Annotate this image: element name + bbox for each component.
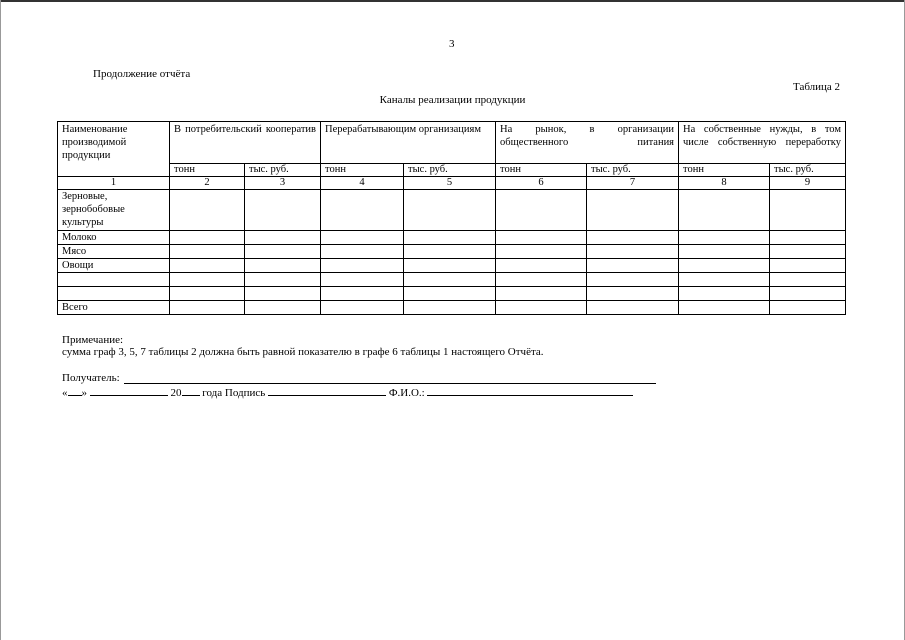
data-cell[interactable] (404, 273, 496, 287)
data-cell[interactable] (321, 259, 404, 273)
data-cell[interactable] (170, 231, 245, 245)
header-market-text: На рынок, в организации общественного питания (500, 124, 675, 148)
column-number: 4 (321, 177, 404, 190)
unit-cell: тонн (321, 164, 404, 177)
header-row (58, 122, 846, 164)
header-market (496, 122, 679, 164)
row-label: Молоко (58, 231, 170, 245)
data-cell[interactable] (587, 231, 679, 245)
data-cell[interactable] (770, 245, 846, 259)
data-cell[interactable] (245, 259, 321, 273)
table-row (58, 190, 846, 231)
data-cell[interactable] (496, 231, 587, 245)
units-row (58, 164, 846, 177)
data-cell[interactable] (679, 273, 770, 287)
data-cell[interactable] (170, 287, 245, 301)
table-caption: Таблица 2 (793, 81, 841, 93)
row-label (58, 287, 170, 301)
page-number: 3 (449, 38, 455, 50)
data-cell[interactable] (321, 245, 404, 259)
sign-label: Подпись (224, 387, 266, 399)
data-cell[interactable] (404, 259, 496, 273)
data-cell[interactable] (679, 287, 770, 301)
note-text: сумма граф 3, 5, 7 таблицы 2 должна быть равной показателю в графе 6 таблицы 1 настоящего Отчёта. (62, 346, 544, 358)
data-cell[interactable] (496, 301, 587, 315)
data-cell[interactable] (170, 301, 245, 315)
unit-cell: тонн (496, 164, 587, 177)
data-cell[interactable] (245, 287, 321, 301)
header-own-needs (679, 122, 846, 164)
fio-label: Ф.И.О.: (388, 387, 425, 399)
data-cell[interactable] (170, 190, 245, 231)
row-label: Зерновые, зернобобовые культуры (58, 190, 170, 231)
data-cell[interactable] (170, 245, 245, 259)
data-cell[interactable] (679, 190, 770, 231)
column-number: 8 (679, 177, 770, 190)
header-own-needs-text: На собственные нужды, в том числе собственную переработку (683, 124, 842, 148)
data-cell[interactable] (245, 245, 321, 259)
column-number: 1 (58, 177, 170, 190)
continuation-label: Продолжение отчёта (93, 68, 191, 80)
unit-cell: тыс. руб. (770, 164, 846, 177)
month-field[interactable] (90, 385, 168, 396)
signature-field[interactable] (268, 385, 386, 396)
signature-row (62, 385, 633, 399)
column-number: 3 (245, 177, 321, 190)
header-cooperative (170, 122, 321, 164)
data-cell[interactable] (679, 301, 770, 315)
data-cell[interactable] (321, 301, 404, 315)
data-cell[interactable] (587, 259, 679, 273)
data-cell[interactable] (770, 259, 846, 273)
unit-cell: тонн (679, 164, 770, 177)
data-cell[interactable] (770, 190, 846, 231)
year-field[interactable] (182, 385, 200, 396)
data-cell[interactable] (496, 259, 587, 273)
note-title: Примечание: (62, 334, 124, 346)
column-number: 5 (404, 177, 496, 190)
close-quote: » (81, 387, 87, 399)
day-field[interactable] (68, 385, 82, 396)
data-cell[interactable] (245, 231, 321, 245)
data-cell[interactable] (321, 190, 404, 231)
year-prefix: 20 (170, 387, 182, 399)
table-row (58, 259, 846, 273)
column-number: 6 (496, 177, 587, 190)
data-cell[interactable] (404, 301, 496, 315)
data-cell[interactable] (587, 301, 679, 315)
recipient-label: Получатель: (62, 372, 120, 384)
data-cell[interactable] (404, 190, 496, 231)
scan-top-edge (0, 0, 905, 2)
data-cell[interactable] (321, 273, 404, 287)
sales-channels-table (57, 121, 846, 315)
row-label: Мясо (58, 245, 170, 259)
year-suffix: года (202, 387, 223, 399)
unit-cell: тыс. руб. (587, 164, 679, 177)
data-cell[interactable] (770, 231, 846, 245)
table-title: Каналы реализации продукции (379, 94, 526, 106)
data-cell[interactable] (245, 301, 321, 315)
row-label (58, 273, 170, 287)
column-number: 7 (587, 177, 679, 190)
data-cell[interactable] (679, 259, 770, 273)
data-cell[interactable] (679, 245, 770, 259)
unit-cell: тыс. руб. (245, 164, 321, 177)
data-cell[interactable] (587, 245, 679, 259)
data-cell[interactable] (770, 301, 846, 315)
data-cell[interactable] (587, 287, 679, 301)
data-cell[interactable] (404, 245, 496, 259)
data-cell[interactable] (404, 287, 496, 301)
data-cell[interactable] (245, 190, 321, 231)
data-cell[interactable] (496, 287, 587, 301)
table-row-total (58, 301, 846, 315)
column-number: 2 (170, 177, 245, 190)
table-row (58, 287, 846, 301)
row-label: Овощи (58, 259, 170, 273)
header-cooperative-text: В потребительский кооператив (174, 124, 317, 135)
data-cell[interactable] (679, 231, 770, 245)
unit-cell: тонн (170, 164, 245, 177)
data-cell[interactable] (496, 190, 587, 231)
table-row (58, 273, 846, 287)
table-row (58, 245, 846, 259)
column-number: 9 (770, 177, 846, 190)
data-cell[interactable] (170, 273, 245, 287)
data-cell[interactable] (587, 273, 679, 287)
data-cell[interactable] (170, 259, 245, 273)
recipient-field[interactable] (124, 383, 656, 384)
row-label: Всего (58, 301, 170, 315)
table-row (58, 231, 846, 245)
data-cell[interactable] (496, 273, 587, 287)
header-processing: Перерабатывающим организациям (321, 122, 496, 164)
data-cell[interactable] (496, 245, 587, 259)
column-number-row (58, 177, 846, 190)
data-cell[interactable] (321, 287, 404, 301)
header-product: Наименование производимой продукции (58, 122, 170, 177)
data-cell[interactable] (770, 273, 846, 287)
data-cell[interactable] (770, 287, 846, 301)
fio-field[interactable] (427, 385, 633, 396)
data-cell[interactable] (404, 231, 496, 245)
open-quote: « (62, 387, 68, 399)
data-cell[interactable] (245, 273, 321, 287)
data-cell[interactable] (587, 190, 679, 231)
unit-cell: тыс. руб. (404, 164, 496, 177)
data-cell[interactable] (321, 231, 404, 245)
